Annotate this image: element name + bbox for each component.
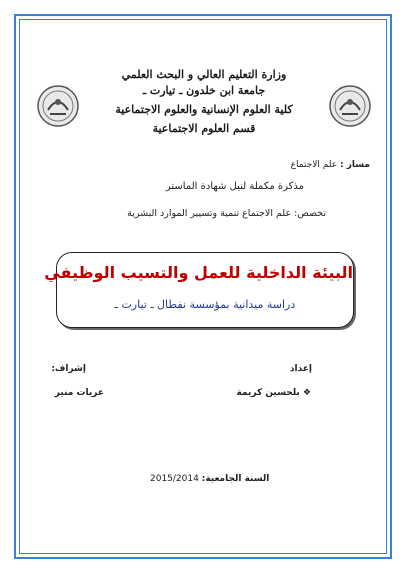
faculty-line: كلية العلوم الإنسانية والعلوم الاجتماعية <box>115 103 293 116</box>
student-name: ❖ بلحسين كريمة <box>236 388 311 398</box>
prepared-by-label: إعداد <box>289 364 312 374</box>
track-value: علم الاجتماع <box>290 160 338 170</box>
ministry-line: وزارة التعليم العالي و البحث العلمي <box>121 68 287 81</box>
thesis-title: البيئة الداخلية للعمل والتسيب الوظيفي <box>44 263 353 282</box>
memo-line: مذكرة مكملة لنيل شهادة الماستر <box>165 181 304 192</box>
department-line: قسم العلوم الاجتماعية <box>152 122 256 135</box>
thesis-subtitle: دراسة ميدانية بمؤسسة نفطال ـ تيارت ـ <box>114 298 296 311</box>
supervisor-label: إشراف: <box>51 364 86 374</box>
academic-year <box>150 474 269 484</box>
university-logo-icon <box>328 84 372 128</box>
university-logo-icon <box>36 84 80 128</box>
track-line <box>291 160 370 170</box>
supervisor-name: عريات منير <box>54 388 104 398</box>
track-label: مسار : <box>339 160 370 170</box>
title-box <box>44 252 354 328</box>
academic-year-value: 2015/2014 <box>150 474 199 484</box>
university-line: جامعة ابن خلدون ـ تيارت ـ <box>142 84 266 97</box>
academic-year-label: السنة الجامعية: <box>201 474 270 484</box>
specialization-line: تخصص: علم الاجتماع تنمية وتسيير الموارد البشرية <box>127 208 326 219</box>
